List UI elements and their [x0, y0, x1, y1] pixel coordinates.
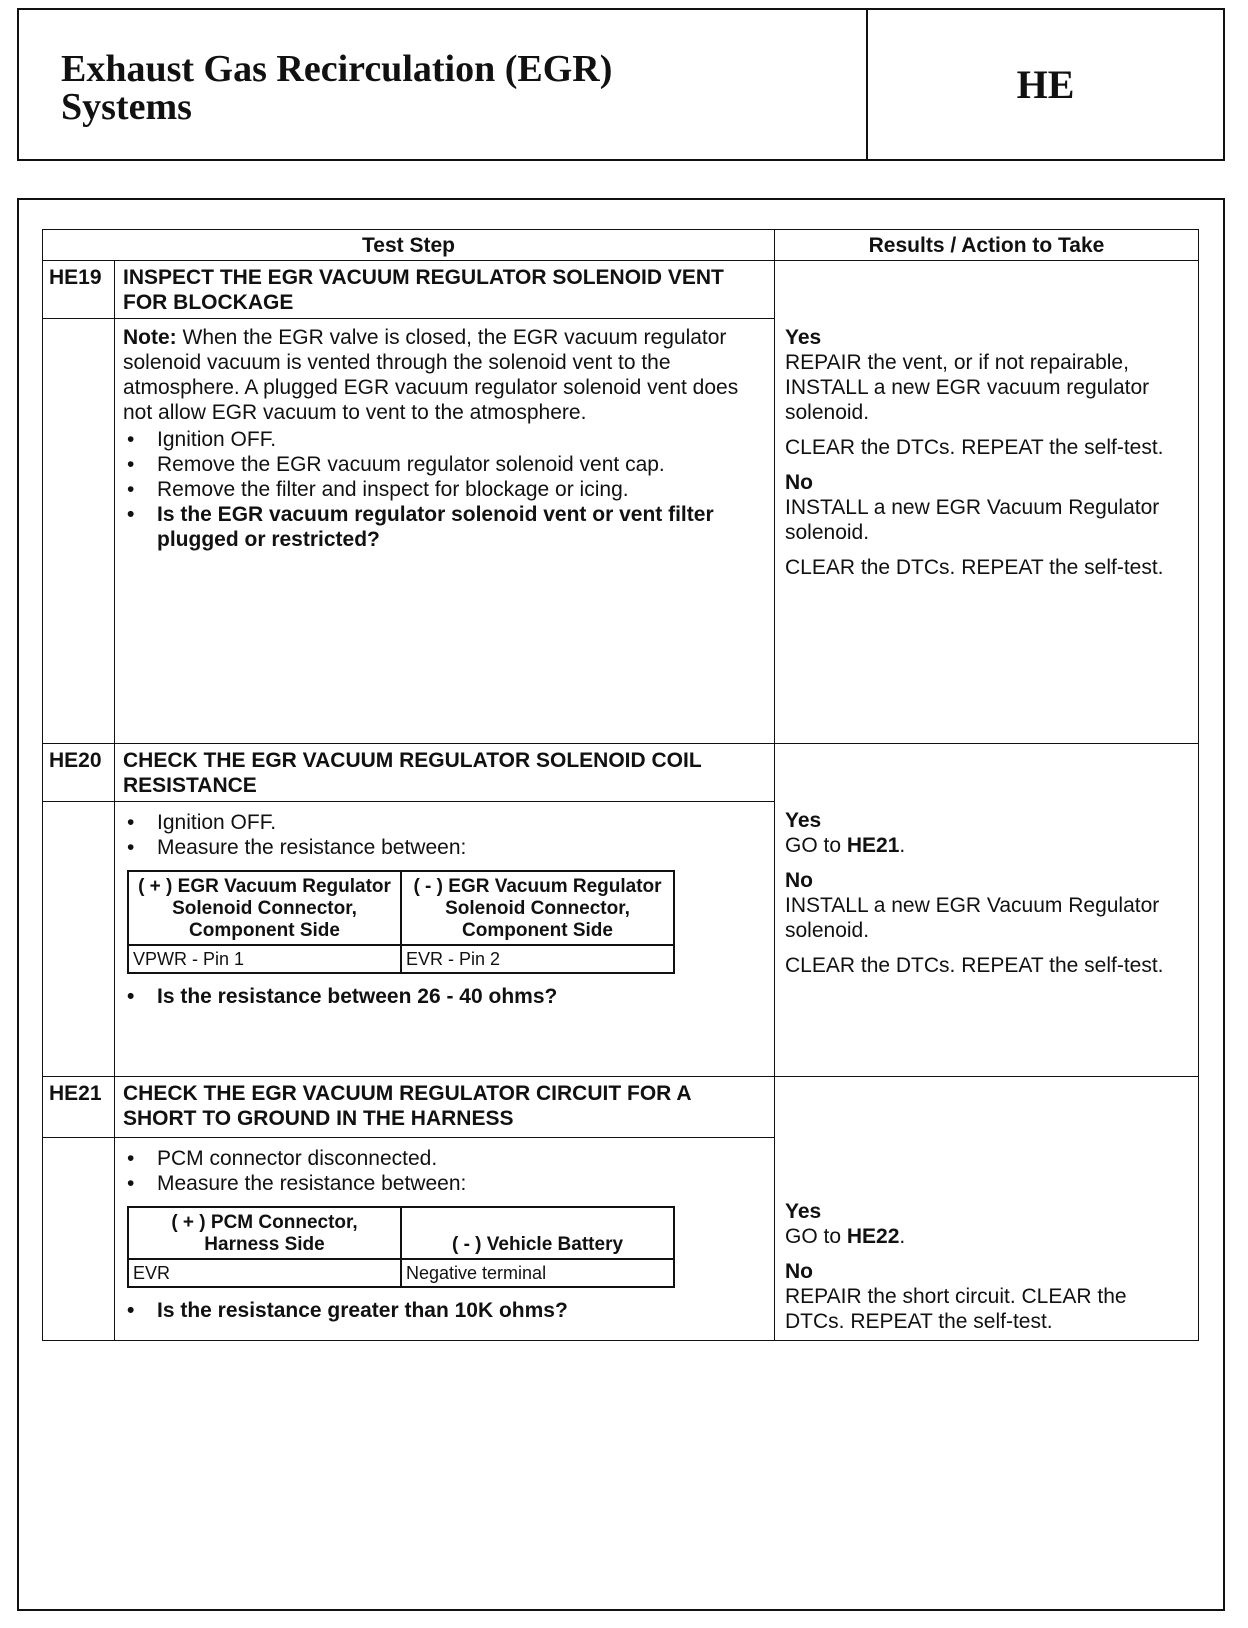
result-yes	[785, 325, 1190, 425]
step-bullets	[123, 1298, 766, 1323]
step-title: CHECK THE EGR VACUUM REGULATOR SOLENOID COIL RESISTANCE	[115, 744, 775, 802]
column-header-test-step: Test Step	[43, 230, 775, 261]
list-item: • Measure the resistance between:	[123, 835, 766, 860]
list-item: • Ignition OFF.	[123, 427, 766, 452]
result-no-label: No	[785, 471, 813, 494]
table-row	[128, 945, 674, 973]
step-id: HE20	[43, 744, 115, 802]
section-code: HE	[1016, 62, 1075, 107]
step-note	[123, 325, 766, 425]
step-title-row	[43, 261, 1199, 319]
list-item: • PCM connector disconnected.	[123, 1146, 766, 1171]
step-title-row	[43, 744, 1199, 802]
test-step-table	[42, 229, 1199, 1341]
result-yes-text	[785, 1224, 1190, 1249]
measure-header-negative: ( - ) EGR Vacuum Regulator Solenoid Connector, Component Side	[401, 871, 674, 945]
step-title-row	[43, 1077, 1199, 1138]
goto-prefix: GO to	[785, 1225, 847, 1248]
step-body	[115, 802, 775, 1077]
step-id-spacer	[43, 319, 115, 744]
goto-target-link[interactable]: HE21	[846, 834, 900, 857]
goto-suffix: .	[899, 1225, 906, 1248]
page-header	[17, 8, 1225, 161]
result-no	[785, 1259, 1190, 1334]
step-results	[775, 744, 1199, 1077]
step-question: • Is the resistance greater than 10K ohms?	[123, 1298, 766, 1323]
step-bullets	[123, 810, 766, 860]
step-title: INSPECT THE EGR VACUUM REGULATOR SOLENOID VENT FOR BLOCKAGE	[115, 261, 775, 319]
result-no-followup: CLEAR the DTCs. REPEAT the self-test.	[785, 556, 1164, 579]
measure-cell-negative: EVR - Pin 2	[401, 945, 674, 973]
list-item: • Remove the EGR vacuum regulator solenoid vent cap.	[123, 452, 766, 477]
step-id: HE19	[43, 261, 115, 319]
note-label: Note:	[123, 326, 177, 349]
step-id-spacer	[43, 1138, 115, 1341]
result-yes	[785, 1199, 1190, 1249]
goto-suffix: .	[899, 834, 906, 857]
result-yes-text	[785, 833, 1190, 858]
result-yes-text: REPAIR the vent, or if not repairable, INSTALL a new EGR vacuum regulator solenoid.	[785, 351, 1150, 424]
step-bullets	[123, 1146, 766, 1196]
note-text: When the EGR valve is closed, the EGR vacuum regulator solenoid vacuum is vented through the solenoid vent to the atmosphere. A plugged EGR vacuum regulator solenoid vent does not allow EGR vacuum to vent to the atmosphere.	[123, 326, 739, 424]
step-bullets	[123, 427, 766, 552]
measure-cell-negative: Negative terminal	[401, 1259, 674, 1287]
page-title: Exhaust Gas Recirculation (EGR) Systems	[61, 48, 613, 128]
list-item: • Remove the filter and inspect for blockage or icing.	[123, 477, 766, 502]
table-header-row	[43, 230, 1199, 261]
measurement-table	[127, 870, 675, 974]
result-yes-label: Yes	[785, 809, 822, 832]
result-no	[785, 470, 1190, 545]
result-no-text: REPAIR the short circuit. CLEAR the DTCs. REPEAT the self-test.	[785, 1285, 1127, 1333]
step-id: HE21	[43, 1077, 115, 1138]
table-row	[128, 1259, 674, 1287]
measure-cell-positive: EVR	[128, 1259, 401, 1287]
result-yes	[785, 808, 1190, 858]
result-no	[785, 868, 1190, 943]
result-no-text: INSTALL a new EGR Vacuum Regulator solenoid.	[785, 894, 1160, 942]
result-yes-label: Yes	[785, 1200, 822, 1223]
measure-cell-positive: VPWR - Pin 1	[128, 945, 401, 973]
step-id-spacer	[43, 802, 115, 1077]
step-results	[775, 1077, 1199, 1341]
measurement-table	[127, 1206, 675, 1288]
step-bullets	[123, 984, 766, 1009]
step-body	[115, 319, 775, 744]
result-yes-followup: CLEAR the DTCs. REPEAT the self-test.	[785, 436, 1164, 459]
result-no-label: No	[785, 869, 813, 892]
column-header-results: Results / Action to Take	[775, 230, 1199, 261]
goto-target-link[interactable]: HE22	[846, 1225, 900, 1248]
goto-prefix: GO to	[785, 834, 847, 857]
result-no-text: INSTALL a new EGR Vacuum Regulator solenoid.	[785, 496, 1160, 544]
measure-header-positive: ( + ) PCM Connector, Harness Side	[128, 1207, 401, 1259]
list-item: • Ignition OFF.	[123, 810, 766, 835]
result-no-followup: CLEAR the DTCs. REPEAT the self-test.	[785, 954, 1164, 977]
step-question: • Is the resistance between 26 - 40 ohms?	[123, 984, 766, 1009]
step-title: CHECK THE EGR VACUUM REGULATOR CIRCUIT FOR A SHORT TO GROUND IN THE HARNESS	[115, 1077, 775, 1138]
measure-header-positive: ( + ) EGR Vacuum Regulator Solenoid Connector, Component Side	[128, 871, 401, 945]
step-question: • Is the EGR vacuum regulator solenoid vent or vent filter plugged or restricted?	[123, 502, 766, 552]
step-results	[775, 261, 1199, 744]
step-body	[115, 1138, 775, 1341]
list-item: • Measure the resistance between:	[123, 1171, 766, 1196]
measure-header-negative: ( - ) Vehicle Battery	[401, 1207, 674, 1259]
result-yes-label: Yes	[785, 326, 822, 349]
result-no-label: No	[785, 1260, 813, 1283]
